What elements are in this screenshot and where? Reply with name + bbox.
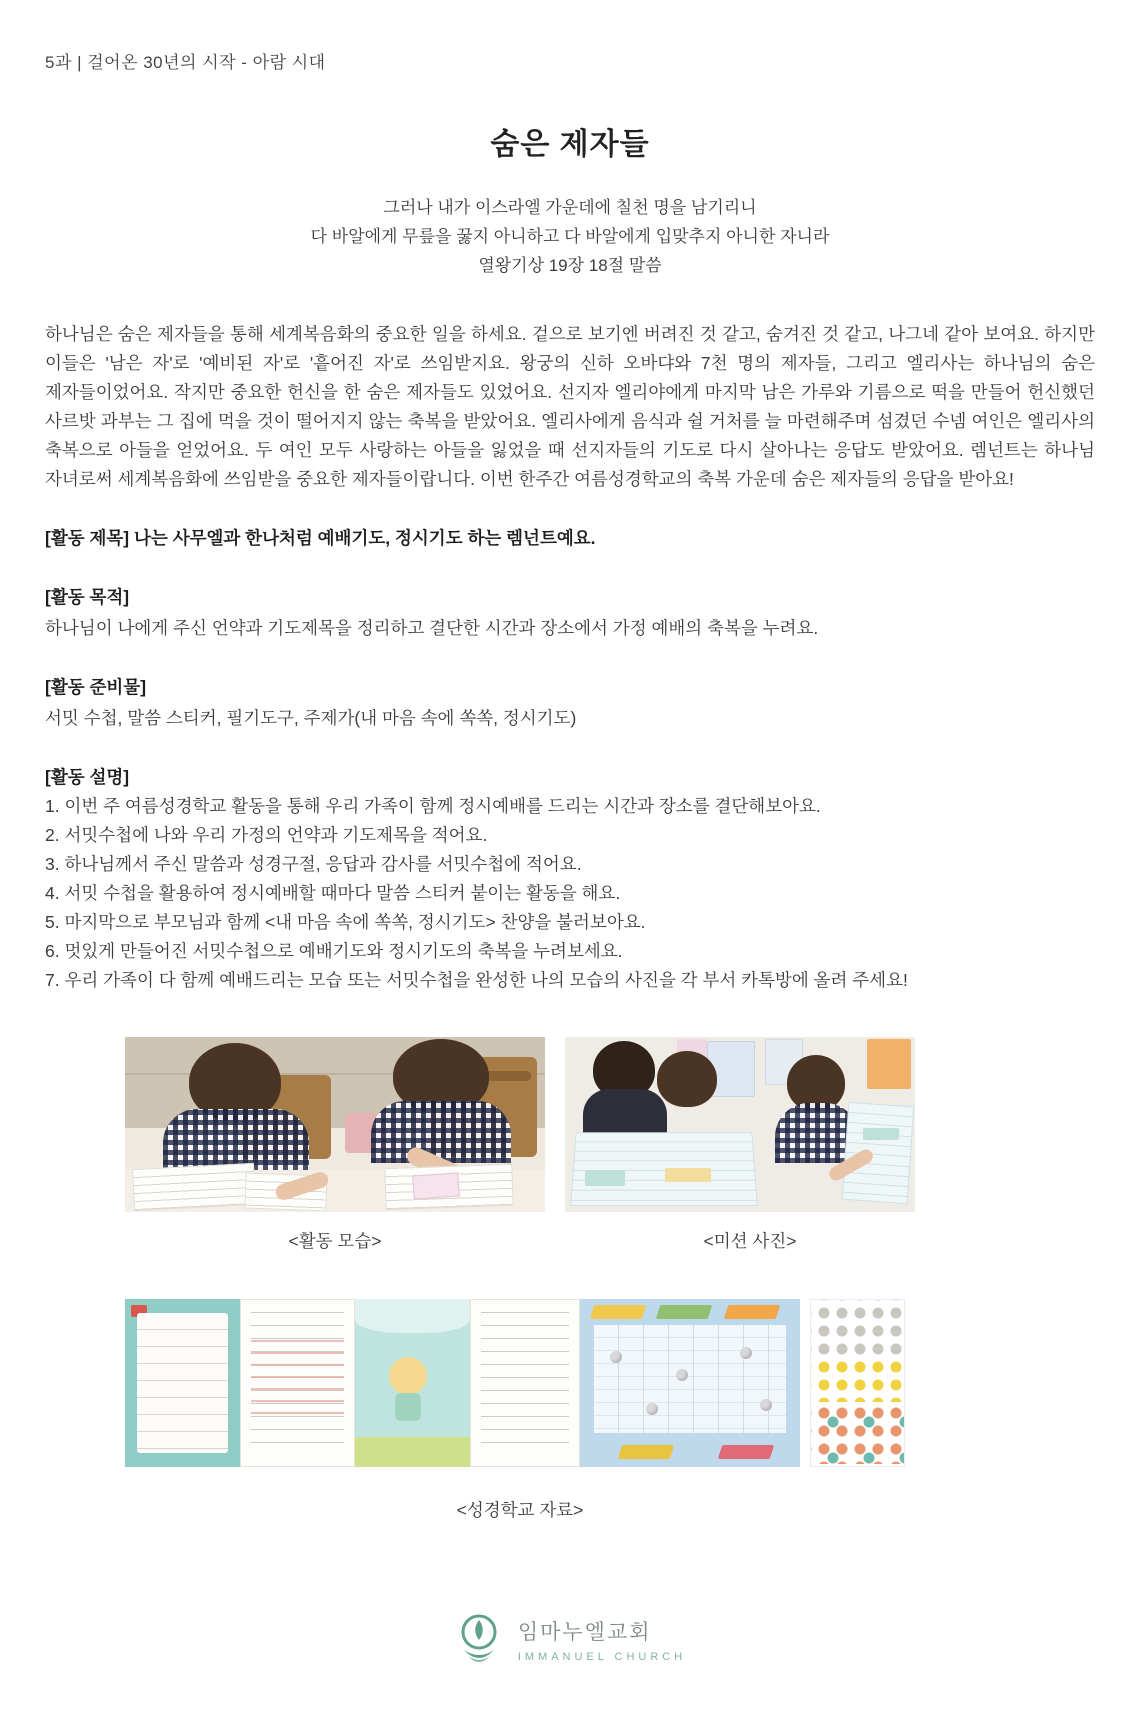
- activity-photo-1: [125, 1037, 335, 1212]
- material-page-blank: [470, 1299, 580, 1467]
- activity-photo-2: [335, 1037, 545, 1212]
- child-shirt: [371, 1101, 511, 1163]
- photo-captions-row: [125, 1228, 1095, 1253]
- mission-photo-2: [761, 1037, 915, 1212]
- photo-decor: [585, 1170, 625, 1186]
- page-title: 숨은 제자들: [490, 128, 650, 161]
- character-illustration: [389, 1357, 427, 1395]
- materials-spacer: [800, 1299, 810, 1467]
- chart-grid: [594, 1325, 786, 1433]
- notebook-shape: [132, 1163, 256, 1211]
- ribbon-wed: [724, 1305, 781, 1319]
- activity-steps-label: [활동 설명]: [45, 767, 130, 787]
- activity-materials-section: [45, 673, 1095, 733]
- church-name-korean: 임마누엘교회: [517, 1620, 652, 1644]
- photos-row: [125, 1037, 1095, 1212]
- page-lines: [481, 1312, 569, 1454]
- ribbon-sun: [718, 1445, 775, 1459]
- ribbon-tue: [656, 1305, 713, 1319]
- activity-purpose-section: [45, 583, 1095, 643]
- materials-row: [125, 1299, 1095, 1467]
- scripture-quote: [45, 193, 1095, 280]
- pearl-sticker: [760, 1399, 772, 1411]
- sticker-strip-shape: [412, 1172, 460, 1199]
- pearl-sticker: [676, 1369, 688, 1381]
- activity-step-6: 6. 멋있게 만들어진 서밋수첩으로 예배기도와 정시기도의 축복을 누려보세요.: [45, 941, 623, 961]
- lesson-header: 5과 | 걸어온 30년의 시작 - 아람 시대: [45, 53, 326, 72]
- material-page-notes: [240, 1299, 355, 1467]
- materials-caption: <성경학교 자료>: [456, 1500, 584, 1520]
- notebook-shape: [842, 1102, 915, 1204]
- sticker-band-gray: [811, 1300, 904, 1356]
- photo-decor: [355, 1299, 470, 1333]
- verse-reference: 열왕기상 19장 18절 말씀: [478, 256, 662, 275]
- page-red-text: [251, 1340, 344, 1422]
- church-name-english: IMMANUEL CHURCH: [517, 1650, 687, 1663]
- character-illustration: [395, 1393, 421, 1421]
- verse-line-2: 다 바알에게 무릎을 꿇지 아니하고 다 바알에게 입맞추지 아니한 자니라: [310, 227, 830, 246]
- activity-step-7: 7. 우리 가족이 다 함께 예배드리는 모습 또는 서밋수첩을 완성한 나의 모습의 사진을 각 부서 카톡방에 올려 주세요!: [45, 970, 908, 990]
- activity-step-3: 3. 하나님께서 주신 말씀과 성경구절, 응답과 감사를 서밋수첩에 적어요.: [45, 854, 582, 874]
- activity-steps-section: [45, 763, 1095, 995]
- mission-photo-1: [565, 1037, 761, 1212]
- activity-materials-text: 서밋 수첩, 말씀 스티커, 필기도구, 주제가(내 마음 속에 쏙쏙, 정시기도): [45, 708, 577, 728]
- material-weekly-chart: [580, 1299, 800, 1467]
- activity-purpose-text: 하나님이 나에게 주신 언약과 기도제목을 정리하고 결단한 시간과 장소에서 가정 예배의 축복을 누려요.: [45, 618, 819, 638]
- ribbon-mon: [590, 1305, 647, 1319]
- pearl-sticker: [740, 1347, 752, 1359]
- church-footer: [45, 1610, 1095, 1668]
- sticker-band-colored: [811, 1402, 904, 1464]
- poster-shape: [867, 1039, 911, 1089]
- church-name-block: [518, 1616, 686, 1663]
- child-figure: [657, 1051, 717, 1107]
- activity-step-4: 4. 서밋 수첩을 활용하여 정시예배할 때마다 말씀 스티커 붙이는 활동을 해요.: [45, 883, 621, 903]
- activity-materials-label: [활동 준비물]: [45, 677, 147, 697]
- photo-spacer: [545, 1037, 565, 1212]
- mission-photos-caption: <미션 사진>: [703, 1231, 797, 1251]
- pearl-sticker: [646, 1403, 658, 1415]
- activity-photos-caption: <활동 모습>: [288, 1231, 382, 1251]
- activity-step-2: 2. 서밋수첩에 나와 우리 가정의 언약과 기도제목을 적어요.: [45, 825, 488, 845]
- verse-line-1: 그러나 내가 이스라엘 가운데에 칠천 명을 남기리니: [383, 198, 757, 217]
- activity-step-5: 5. 마지막으로 부모님과 함께 <내 마음 속에 쏙쏙, 정시기도> 찬양을 불러보아요.: [45, 912, 646, 932]
- activity-step-1: 1. 이번 주 여름성경학교 활동을 통해 우리 가족이 함께 정시예배를 드리는 시간과 장소를 결단해보아요.: [45, 796, 821, 816]
- photo-decor: [355, 1437, 470, 1467]
- intro-paragraph: 하나님은 숨은 제자들을 통해 세계복음화의 중요한 일을 하세요. 겉으로 보기엔 버려진 것 같고, 숨겨진 것 같고, 나그네 같아 보여요. 하지만 이들은 '남은 자'로 '예비된 자'로 '흩어진 자'로 쓰임받지요. 왕궁의 신하 오바댜와 7천 명의 제자들, 그리고 엘리사는 하나님의 숨은 제자들이었어요. 작지만 중요한 헌신을 한 숨은 제자들도 있었어요. 선지자 엘리야에게 마지막 남은 가루와 기름으로 떡을 만들어 헌신했던 사르밧 과부는 그 집에 먹을 것이 떨어지지 않는 축복을 받았어요. 엘리사에게 음식과 쉴 거처를 늘 마련해주며 섬겼던 수넴 여인은 엘리사의 축복으로 아들을 얻었어요. 두 여인 모두 사랑하는 아들을 잃었을 때 선지자들의 기도로 다시 살아나는 응답도 받았어요. 렘넌트는 하나님 자녀로써 세계복음화에 쓰임받을 중요한 제자들이랍니다. 이번 한주간 여름성경학교의 축복 가운데 숨은 제자들의 응답을 받아요!: [45, 324, 1095, 489]
- sticker-band-yellow: [811, 1356, 904, 1402]
- photo-decor: [863, 1128, 899, 1140]
- activity-purpose-label: [활동 목적]: [45, 587, 130, 607]
- church-logo-icon: [454, 1610, 504, 1668]
- activity-title-section: [45, 524, 1095, 553]
- material-card: [137, 1313, 228, 1453]
- photo-decor: [665, 1168, 711, 1182]
- material-cover-character: [355, 1299, 470, 1467]
- activity-title-text: 나는 사무엘과 한나처럼 예배기도, 정시기도 하는 렘넌트예요.: [134, 528, 596, 548]
- activity-title-label: [활동 제목]: [45, 528, 130, 548]
- material-cover-teal: [125, 1299, 240, 1467]
- ribbon-sat: [618, 1445, 675, 1459]
- pearl-sticker: [610, 1351, 622, 1363]
- sticker-sheet: [810, 1299, 905, 1467]
